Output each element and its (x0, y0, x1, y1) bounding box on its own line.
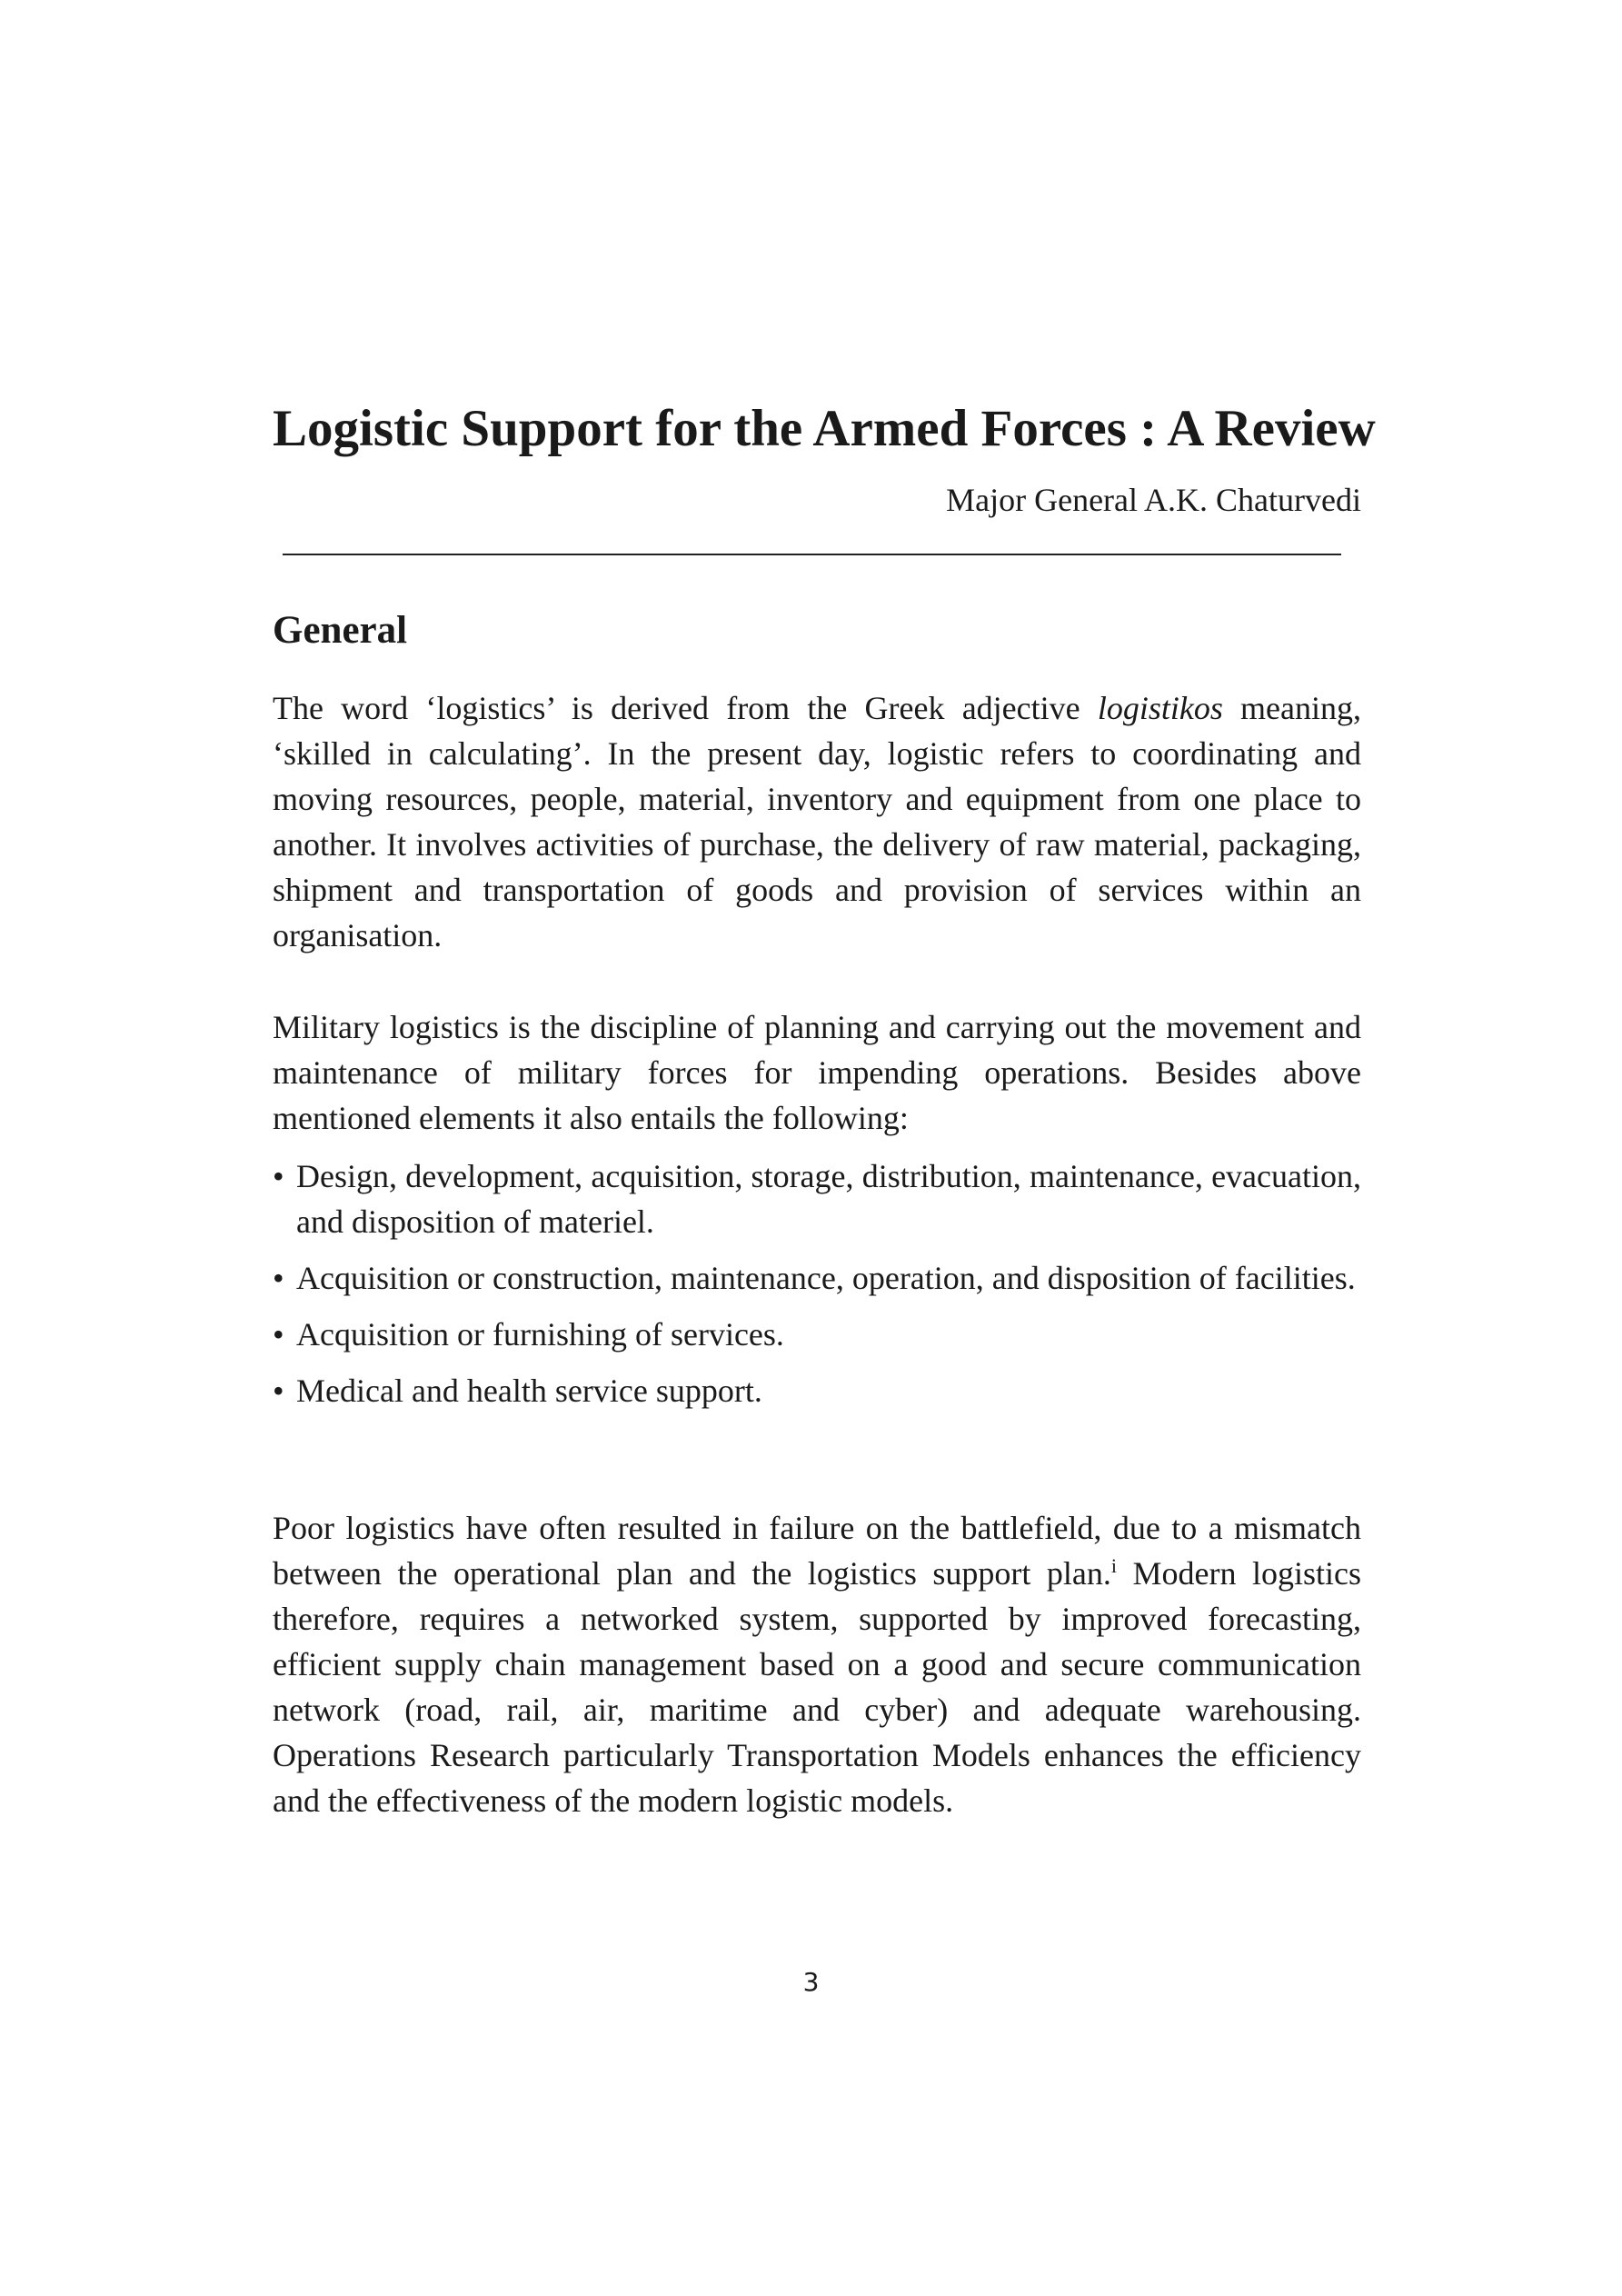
bullet-text: Acquisition or construction, maintenance, operation, and disposition of facilities. (296, 1260, 1356, 1296)
footnote-marker[interactable]: i (1110, 1554, 1117, 1577)
paragraph-poor-logistics-text-end: Modern logistics therefore, requires a networked system, supported by improved forecasting, efficient supply chain management based on a good and secure communication network (road, rail, air, maritime and cyber) and adequate warehousing. Operations Research particularly Transportation Models enhances the efficiency and the effectiveness of the modern logistic models. (273, 1555, 1361, 1819)
document-title: Logistic Support for the Armed Forces : A Review (273, 400, 1376, 457)
bullet-marker: • (273, 1373, 284, 1409)
greek-term: logistikos (1097, 690, 1223, 726)
bullet-marker: • (273, 1158, 284, 1194)
page-number: 3 (802, 1967, 820, 1997)
section-heading: General (273, 609, 408, 652)
bullet-list (273, 1153, 1361, 1424)
bullet-item (273, 1368, 1361, 1413)
author-byline: Major General A.K. Chaturvedi (946, 482, 1361, 518)
bullet-marker: • (273, 1316, 284, 1353)
bullet-item (273, 1255, 1361, 1301)
bullet-item (273, 1153, 1361, 1244)
title-divider (283, 554, 1341, 555)
bullet-item (273, 1312, 1361, 1357)
paragraph-poor-logistics (273, 1505, 1361, 1823)
paragraph-poor-logistics-text-start: Poor logistics have often resulted in failure on the battlefield, due to a mismatch between the operational plan and the logistics support plan. (273, 1510, 1361, 1592)
bullet-marker: • (273, 1260, 284, 1296)
paragraph-etymology-text-end: meaning, ‘skilled in calculating’. In the present day, logistic refers to coordinating and moving resources, people, material, inventory and equipment from one place to another. It involves activities of purchase, the delivery of raw material, packaging, shipment and transportation of goods and provision of services within an organisation. (273, 690, 1362, 953)
paragraph-etymology (273, 685, 1361, 958)
paragraph-military-logistics: Military logistics is the discipline of planning and carrying out the movement and maintenance of military forces for impending operations. Besides above mentioned elements it also entails the following: (273, 1009, 1361, 1136)
paragraph-etymology-text-start: The word ‘logistics’ is derived from the Greek adjective (273, 690, 1098, 726)
bullet-text: Design, development, acquisition, storage, distribution, maintenance, evacuation, and disposition of materiel. (296, 1158, 1361, 1240)
bullet-text: Acquisition or furnishing of services. (296, 1316, 784, 1353)
bullet-text: Medical and health service support. (296, 1373, 762, 1409)
